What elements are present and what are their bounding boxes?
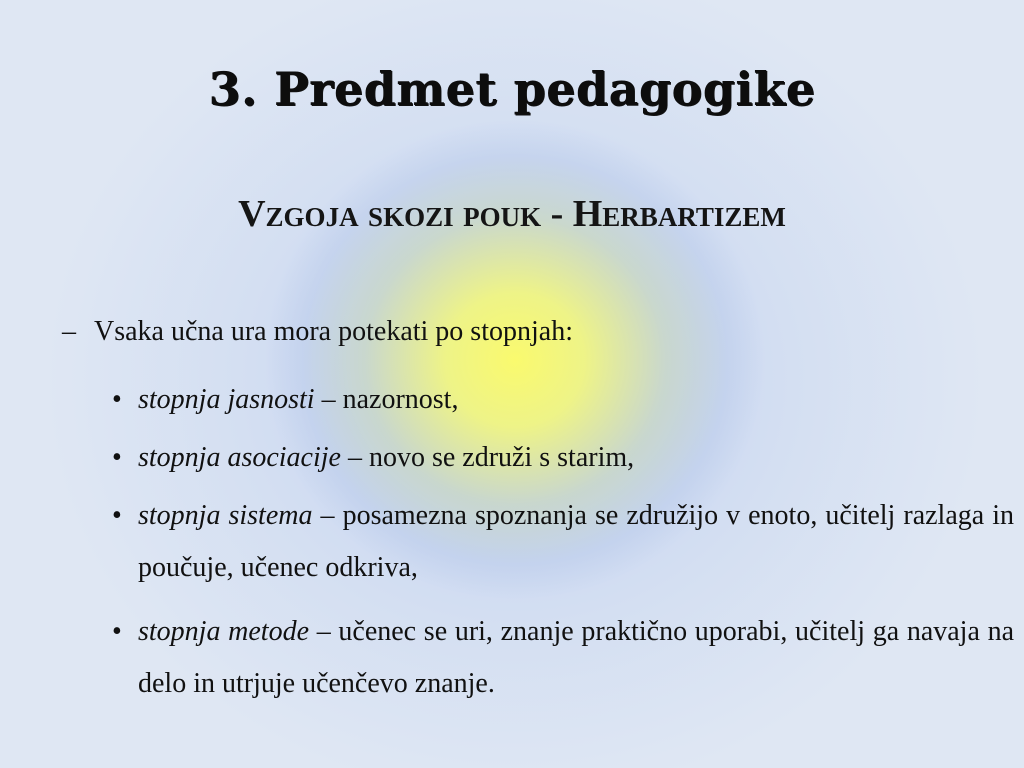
stage-term: stopnja asociacije — [138, 442, 341, 473]
stage-term: stopnja sistema — [138, 500, 313, 531]
slide-title: 3. Predmet pedagogike — [208, 62, 816, 116]
stage-description: – novo se združi s starim, — [340, 442, 635, 473]
dash-marker: – — [62, 316, 76, 347]
stage-description: – posamezna spoznanja se združijo v enoto, učitelj razlaga in poučuje, učenec odkriva, — [138, 500, 1014, 583]
list-item — [112, 490, 1014, 594]
bullet-icon: • — [112, 384, 122, 415]
main-point — [62, 312, 573, 352]
list-item — [112, 432, 1014, 484]
stage-term: stopnja metode — [138, 616, 310, 647]
main-point-text: Vsaka učna ura mora potekati po stopnjah: — [94, 316, 573, 347]
stage-list — [112, 374, 1014, 722]
stage-description: – učenec se uri, znanje praktično uporabi, učitelj ga navaja na delo in utrjuje učenčevo znanje. — [138, 616, 1014, 699]
bullet-icon: • — [112, 500, 122, 531]
stage-description: – nazornost, — [314, 384, 459, 415]
list-item — [112, 606, 1014, 710]
slide-subtitle: Vzgoja skozi pouk - Herbartizem — [238, 193, 786, 235]
list-item — [112, 374, 1014, 426]
bullet-icon: • — [112, 442, 122, 473]
stage-term: stopnja jasnosti — [138, 384, 315, 415]
bullet-icon: • — [112, 616, 122, 647]
